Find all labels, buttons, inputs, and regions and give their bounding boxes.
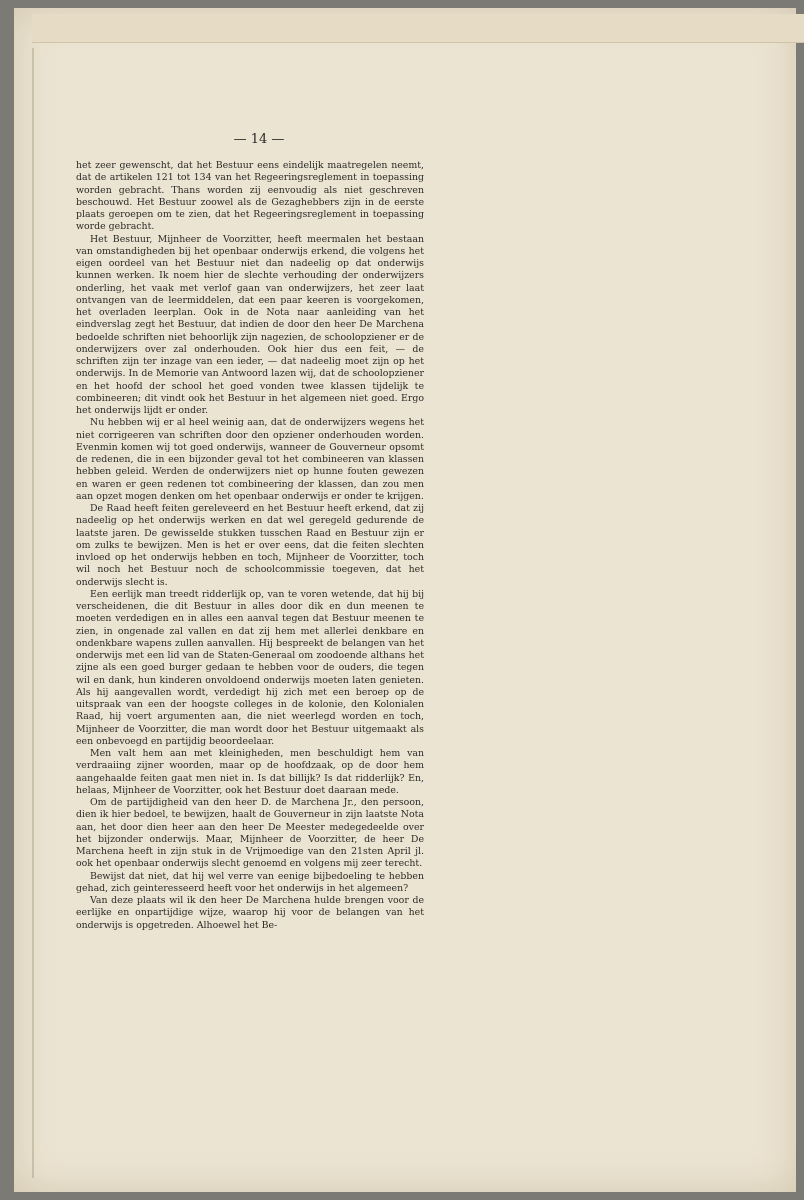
paragraph: Een eerlijk man treedt ridderlijk op, van te voren wetende, dat hij bij verscheidenen, die dit Bestuur in alles door dik en dun meenen te moeten verdedigen en in alles een aanval tegen dat Bestuur meenen te zien, in ongenade zal vallen en dat zij hem met allerlei denkbare en ondenkbare wapens zullen aanvallen. Hij bespreekt de belangen van het onderwijs met een lid van de Staten-Generaal om zoodoende althans het zijne als een goed burger gedaan te hebben voor de ouders, die tegen wil en dank, hun kinderen onvoldoend onderwijs moeten laten genieten. Als hij aangevallen wordt, verdedigt hij zich met een beroep op de uitspraak van een der hoogste colleges in de kolonie, den Kolonialen Raad, hij voert argumenten aan, die niet weerlegd worden en toch, Mijnheer de Voorzitter, die man wordt door het Bestuur uitgemaakt als een onbevoegd en partijdig beoordeelaar. (76, 588, 424, 747)
document-page (14, 8, 796, 1192)
page-number: — 14 — (233, 132, 285, 147)
paragraph: De Raad heeft feiten gereleveerd en het Bestuur heeft erkend, dat zij nadeelig op het onderwijs werken en dat wel geregeld gedurende de laatste jaren. De gewisselde stukken tusschen Raad en Bestuur zijn er om zulks te bewijzen. Men is het er over eens, dat die feiten slechten invloed op het onderwijs hebben en toch, Mijnheer de Voorzitter, toch wil noch het Bestuur noch de schoolcommissie toegeven, dat het onderwijs slecht is. (76, 503, 424, 588)
paragraph: Van deze plaats wil ik den heer De Marchena hulde brengen voor de eerlijke en onpartijdige wijze, waarop hij voor de belangen van het onderwijs is opgetreden. Alhoewel het Be- (76, 895, 424, 931)
page-fold (32, 48, 34, 1178)
paragraph: Om de partijdigheid van den heer D. de Marchena Jr., den persoon, dien ik hier bedoel, te bewijzen, haalt de Gouverneur in zijn laatste Nota aan, het door dien heer aan den heer De Meester medegedeelde over het bijzonder onderwijs. Maar, Mijnheer de Voorzitter, de heer De Marchena heeft in zijn stuk in de Vrijmoedige van den 21sten April jl. ook het openbaar onderwijs slecht genoemd en volgens mij zeer terecht. (76, 797, 424, 870)
page-top-edge (32, 14, 804, 43)
paragraph: Men valt hem aan met kleinigheden, men beschuldigt hem van verdraaiing zijner woorden, maar op de hoofdzaak, op de door hem aangehaalde feiten gaat men niet in. Is dat billijk? Is dat ridderlijk? En, helaas, Mijnheer de Voorzitter, ook het Bestuur doet daaraan mede. (76, 748, 424, 796)
body-text (76, 160, 424, 932)
paragraph: Nu hebben wij er al heel weinig aan, dat de onderwijzers wegens het niet corrigeeren van schriften door den opziener onderhouden worden. Evenmin komen wij tot goed onderwijs, wanneer de Gouverneur opsomt de redenen, die in een bijzonder geval tot het combineeren van klassen hebben geleid. Werden de onderwijzers niet op hunne fouten gewezen en waren er geen redenen tot combineering der klassen, dan zou men aan opzet mogen denken om het openbaar onderwijs er onder te krijgen. (76, 417, 424, 502)
paragraph: het zeer gewenscht, dat het Bestuur eens eindelijk maatregelen neemt, dat de artikelen 121 tot 134 van het Regeeringsreglement in toepassing worden gebracht. Thans worden zij eenvoudig als niet geschreven beschouwd. Het Bestuur zoowel als de Gezaghebbers zijn in de eerste plaats geroepen om te zien, dat het Regeeringsreglement in toepassing worde gebracht. (76, 160, 424, 233)
paragraph: Het Bestuur, Mijnheer de Voorzitter, heeft meermalen het bestaan van omstandigheden bij het openbaar onderwijs erkend, die volgens het eigen oordeel van het Bestuur niet dan nadeelig op dat onderwijs kunnen werken. Ik noem hier de slechte verhouding der onderwijzers onderling, het vaak met verlof gaan van onderwijzers, het zeer laat ontvangen van de leermiddelen, dat een paar keeren is voorgekomen, het overladen leerplan. Ook in de Nota naar aanleiding van het eindverslag zegt het Bestuur, dat indien de door den heer De Marchena bedoelde schriften niet behoorlijk zijn nagezien, de schoolopziener er de onderwijzers over zal onderhouden. Ook hier dus een feit, — de schriften zijn ter inzage van een ieder, — dat nadeelig moet zijn op het onderwijs. In de Memorie van Antwoord lazen wij, dat de schoolopziener en het hoofd der school het goed vonden twee klassen tijdelijk te combineeren; dit vindt ook het Bestuur in het algemeen niet goed. Ergo het onderwijs lijdt er onder. (76, 233, 424, 416)
paragraph: Bewijst dat niet, dat hij wel verre van eenige bijbedoeling te hebben gehad, zich geinteresseerd heeft voor het onderwijs in het algemeen? (76, 870, 424, 894)
